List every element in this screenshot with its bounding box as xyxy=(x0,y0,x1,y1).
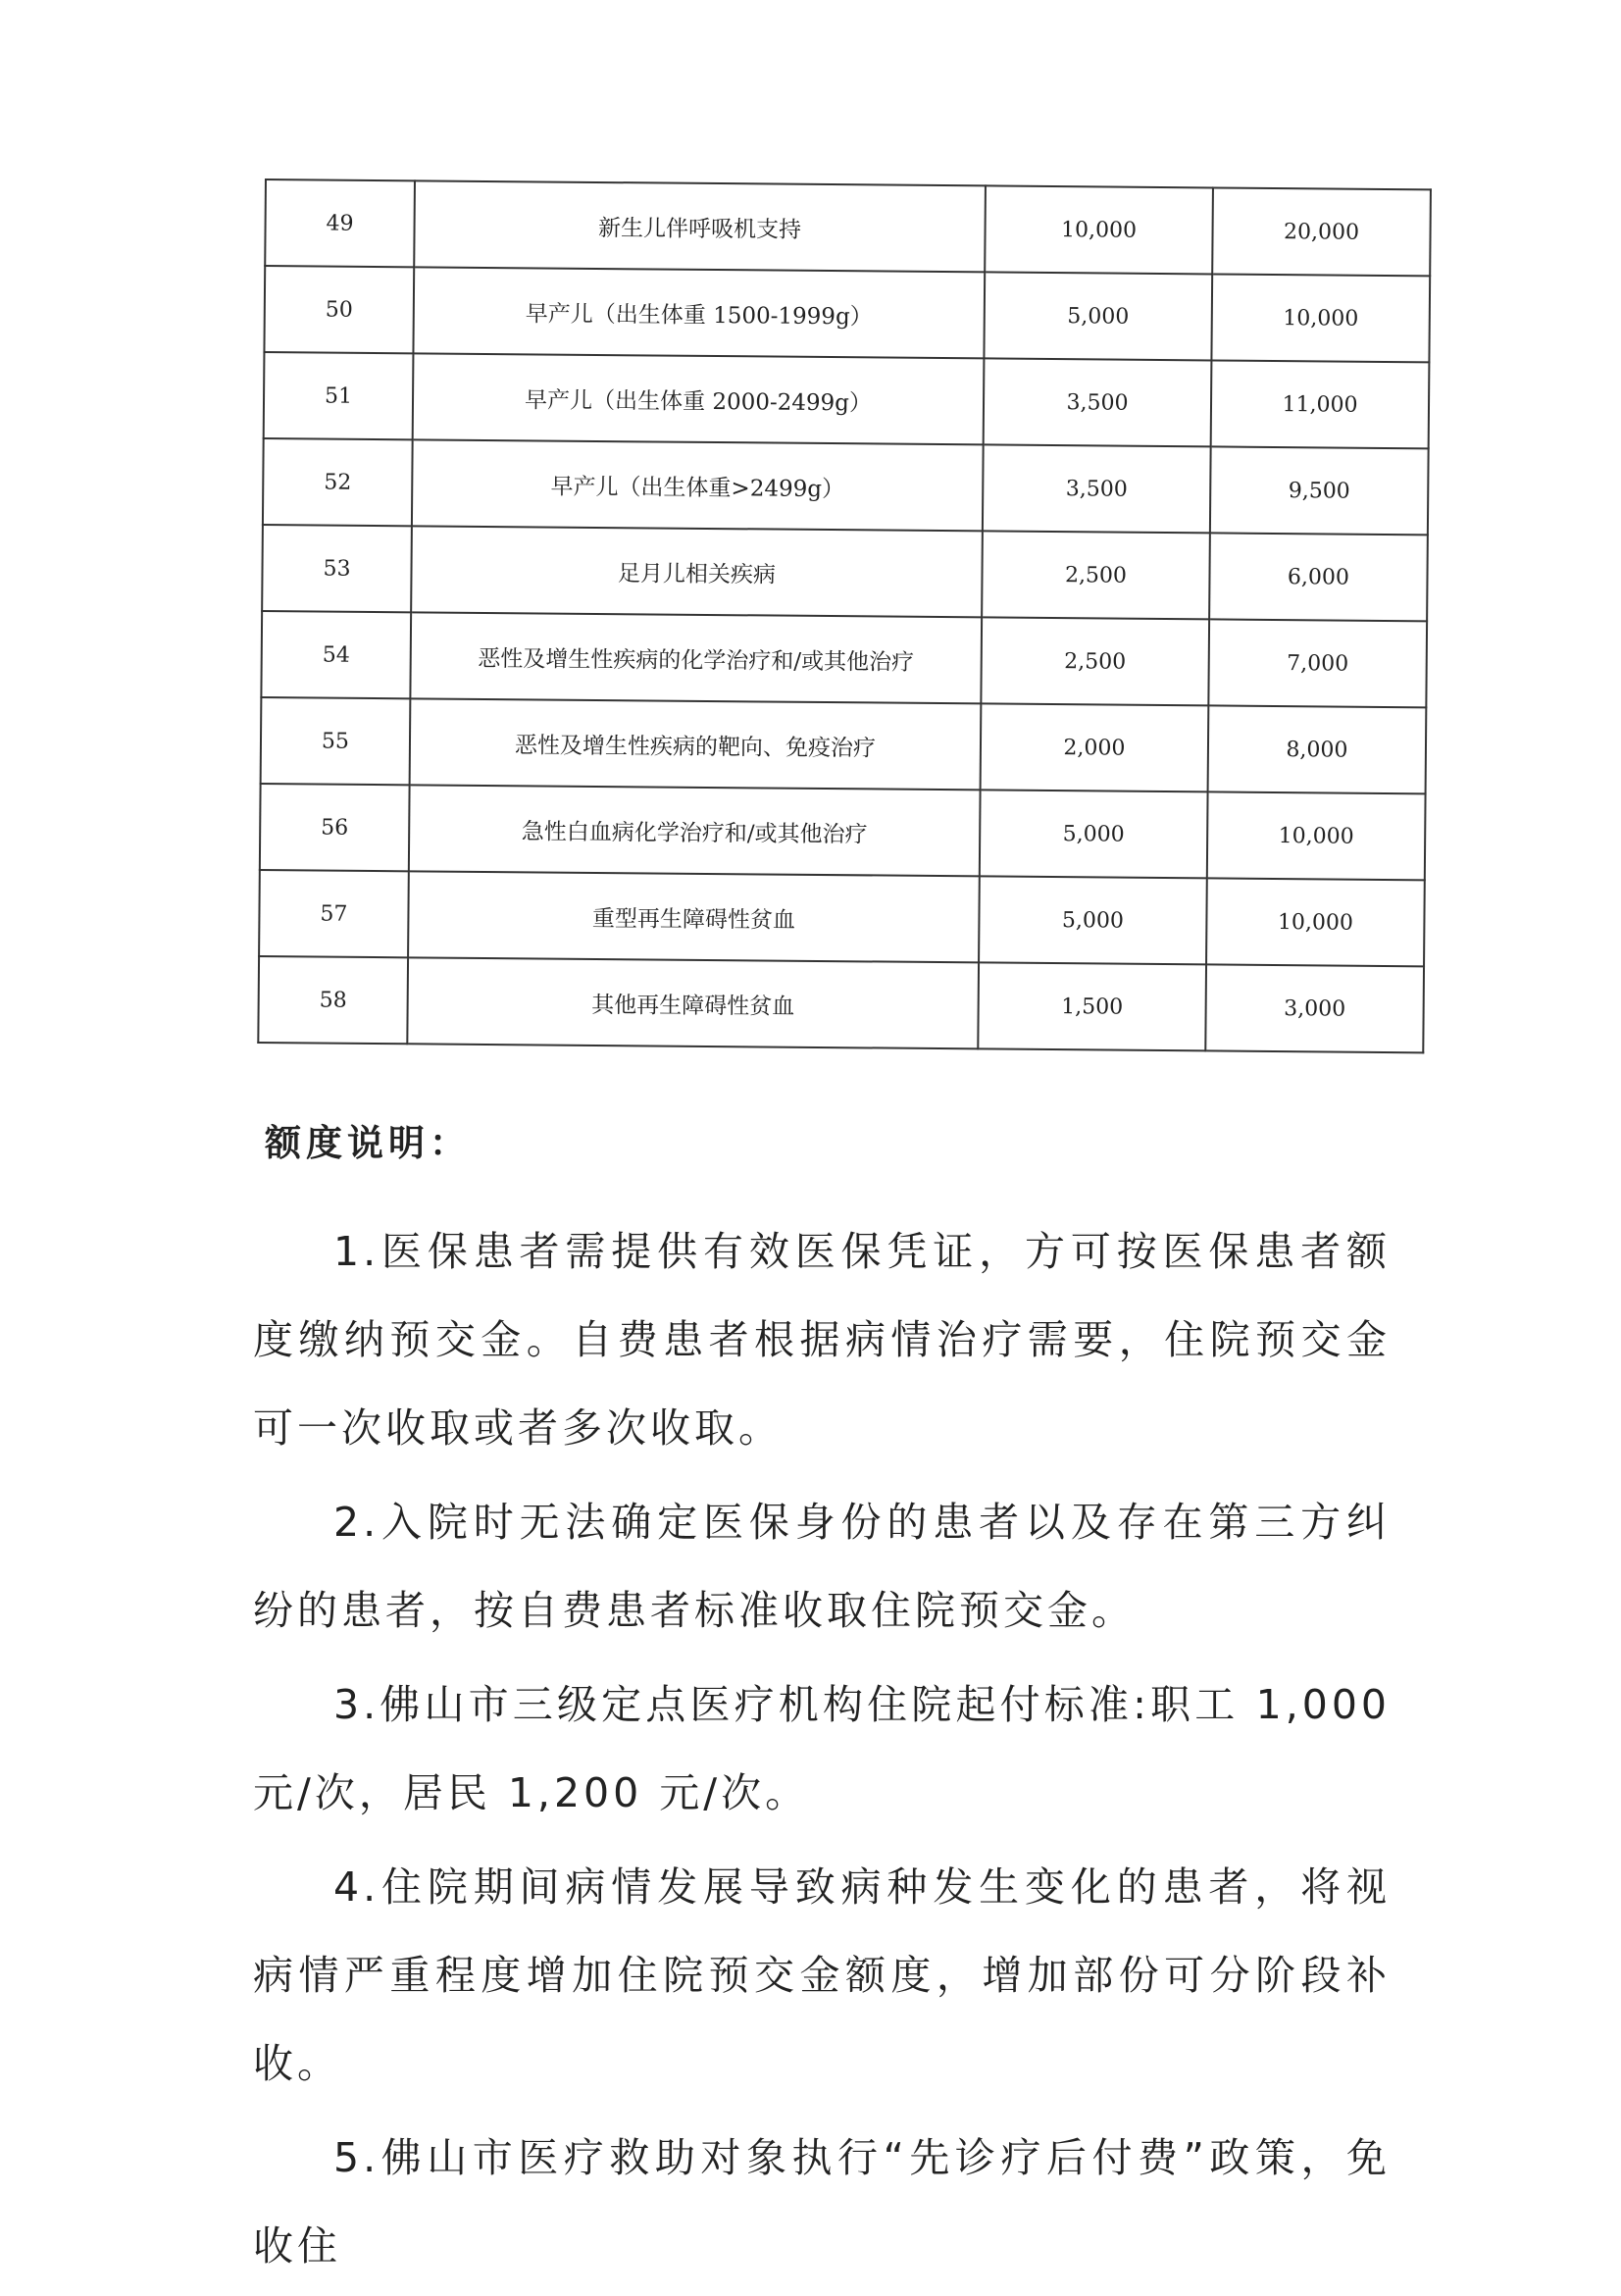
disease-name-cell: 其他再生障碍性贫血 xyxy=(407,957,979,1048)
amount-b-cell: 11,000 xyxy=(1211,360,1430,448)
row-number-cell: 53 xyxy=(262,525,412,612)
amount-b-cell: 6,000 xyxy=(1209,533,1428,621)
amount-b-cell: 10,000 xyxy=(1206,878,1425,966)
note-item-3: 3.佛山市三级定点医疗机构住院起付标准:职工 1,000 元/次，居民 1,200 元/次。 xyxy=(253,1681,1391,1816)
row-number-cell: 50 xyxy=(264,266,414,353)
amount-b-cell: 7,000 xyxy=(1208,619,1427,707)
table-row xyxy=(258,956,1424,1052)
note-item-1: 1.医保患者需提供有效医保凭证，方可按医保患者额度缴纳预交金。自费患者根据病情治疗需要，住院预交金可一次收取或者多次收取。 xyxy=(253,1228,1391,1452)
disease-name-cell: 恶性及增生性疾病的靶向、免疫治疗 xyxy=(410,698,982,790)
amount-a-cell: 10,000 xyxy=(985,185,1213,274)
row-number-cell: 58 xyxy=(258,956,408,1044)
disease-name-cell: 急性白血病化学治疗和/或其他治疗 xyxy=(409,785,981,876)
note-item-4: 4.住院期间病情发展导致病种发生变化的患者，将视病情严重程度增加住院预交金额度，增加部份可分阶段补收。 xyxy=(253,1863,1391,2087)
amount-a-cell: 5,000 xyxy=(984,272,1212,360)
table-row xyxy=(261,611,1427,707)
row-number-cell: 56 xyxy=(260,784,410,871)
note-item-2: 2.入院时无法确定医保身份的患者以及存在第三方纠纷的患者，按自费患者标准收取住院预交金。 xyxy=(253,1499,1391,1634)
disease-name-cell: 足月儿相关疾病 xyxy=(411,526,983,617)
table-row xyxy=(264,352,1430,448)
amount-b-cell: 8,000 xyxy=(1208,705,1427,793)
fee-table-body xyxy=(258,179,1431,1052)
notes-heading: 额度说明： xyxy=(265,1122,471,1164)
table-row xyxy=(259,870,1425,966)
row-number-cell: 49 xyxy=(265,179,415,267)
table-row xyxy=(265,179,1431,276)
amount-b-cell: 10,000 xyxy=(1207,791,1426,880)
table-row xyxy=(261,697,1427,793)
amount-a-cell: 5,000 xyxy=(979,876,1207,964)
amount-b-cell: 9,500 xyxy=(1210,446,1429,535)
amount-b-cell: 10,000 xyxy=(1211,274,1430,362)
row-number-cell: 51 xyxy=(264,352,414,439)
amount-a-cell: 2,000 xyxy=(981,703,1209,791)
amount-a-cell: 1,500 xyxy=(978,962,1206,1050)
table-row xyxy=(262,525,1428,621)
notes-section xyxy=(253,1113,1391,2296)
disease-name-cell: 早产儿（出生体重 2000-2499g） xyxy=(413,353,985,444)
disease-name-cell: 新生儿伴呼吸机支持 xyxy=(414,180,986,272)
table-row xyxy=(263,438,1429,535)
disease-name-cell: 重型再生障碍性贫血 xyxy=(408,871,980,962)
fee-table xyxy=(257,179,1432,1053)
row-number-cell: 54 xyxy=(261,611,411,698)
row-number-cell: 55 xyxy=(261,697,411,785)
amount-b-cell: 3,000 xyxy=(1205,964,1424,1052)
table-row xyxy=(260,784,1426,880)
row-number-cell: 52 xyxy=(263,438,413,526)
amount-a-cell: 3,500 xyxy=(984,358,1212,446)
disease-name-cell: 恶性及增生性疾病的化学治疗和/或其他治疗 xyxy=(410,612,982,703)
disease-name-cell: 早产儿（出生体重>2499g） xyxy=(412,439,984,531)
row-number-cell: 57 xyxy=(259,870,409,957)
amount-a-cell: 5,000 xyxy=(980,790,1208,878)
amount-a-cell: 2,500 xyxy=(981,617,1209,705)
note-item-5: 5.佛山市医疗救助对象执行“先诊疗后付费”政策，免收住 xyxy=(253,2134,1391,2270)
amount-a-cell: 2,500 xyxy=(982,531,1210,619)
table-row xyxy=(264,266,1430,362)
amount-a-cell: 3,500 xyxy=(983,444,1211,533)
amount-b-cell: 20,000 xyxy=(1212,187,1431,276)
disease-name-cell: 早产儿（出生体重 1500-1999g） xyxy=(413,267,985,358)
